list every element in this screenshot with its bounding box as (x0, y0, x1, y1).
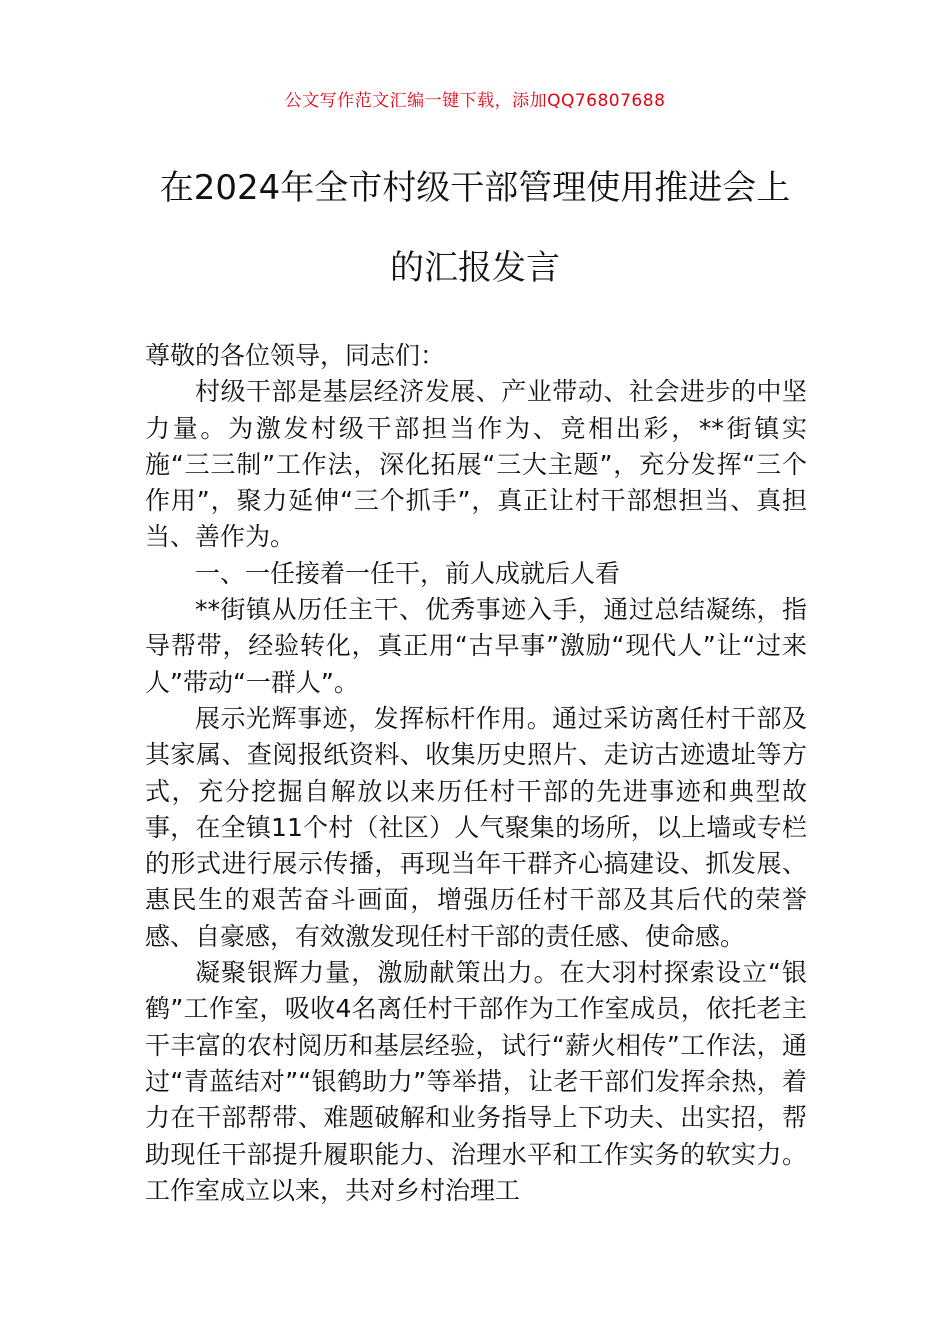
section-heading-1: 一、一任接着一任干，前人成就后人看 (195, 558, 621, 588)
paragraph-intro: 村级干部是基层经济发展、产业带动、社会进步的中坚力量。为激发村级干部担当作为、竞相出彩，**街镇实施“三三制”工作法，深化拓展“三大主题”，充分发挥“三个作用”，聚力延伸“三个抓手”，真正让村干部想担当、真担当、善作为。 (145, 377, 807, 552)
document-body (145, 338, 807, 1209)
salutation: 尊敬的各位领导，同志们： (145, 341, 446, 370)
paragraph-1: **街镇从历任主干、优秀事迹入手，通过总结凝练，指导帮带，经验转化，真正用“古早事”激励“现代人”让“过来人”带动“一群人”。 (145, 595, 807, 697)
title-line-1: 在2024年全市村级干部管理使用推进会上 (159, 168, 791, 208)
paragraph-2: 展示光辉事迹，发挥标杆作用。通过采访离任村干部及其家属、查阅报纸资料、收集历史照片、走访古迹遗址等方式，充分挖掘自解放以来历任村干部的先进事迹和典型故事，在全镇11个村（社区）人气聚集的场所，以上墙或专栏的形式进行展示传播，再现当年干群齐心搞建设、抓发展、惠民生的艰苦奋斗画面，增强历任村干部及其后代的荣誉感、自豪感，有效激发现任村干部的责任感、使命感。 (145, 703, 807, 951)
document-title (100, 148, 850, 308)
download-banner: 公文写作范文汇编一键下载，添加QQ76807688 (284, 91, 666, 111)
title-line-2: 的汇报发言 (390, 248, 560, 288)
paragraph-3: 凝聚银辉力量，激励献策出力。在大羽村探索设立“银鹤”工作室，吸收4名离任村干部作为工作室成员，依托老主干丰富的农村阅历和基层经验，试行“薪火相传”工作法，通过“青蓝结对”“银鹤助力”等举措，让老干部们发挥余热，着力在干部帮带、难题破解和业务指导上下功夫、出实招，帮助现任干部提升履职能力、治理水平和工作实务的软实力。工作室成立以来，共对乡村治理工 (145, 958, 807, 1205)
